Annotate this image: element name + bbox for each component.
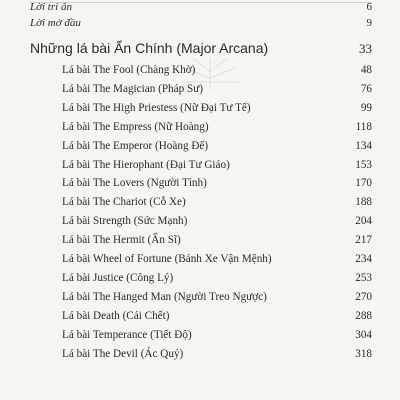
toc-entry-page: 48 <box>360 64 372 76</box>
toc-entry[interactable] <box>62 177 372 197</box>
toc-entry[interactable] <box>62 234 372 254</box>
toc-entry-page: 253 <box>355 271 372 284</box>
toc-entry-label: Lá bài The Empress (Nữ Hoàng) <box>62 120 209 133</box>
toc-entry-page: 188 <box>355 196 372 209</box>
toc-entry-label: Lá bài Temperance (Tiết Độ) <box>62 328 192 341</box>
toc-entry[interactable] <box>62 329 372 349</box>
toc-entry-label: Lá bài The High Priestess (Nữ Đại Tư Tế) <box>62 101 251 114</box>
toc-top-label: Lời mở đầu <box>30 17 81 29</box>
toc-entry-label: Lá bài The Chariot (Cỗ Xe) <box>62 196 186 209</box>
toc-entry-page: 170 <box>355 177 372 190</box>
toc-entry[interactable] <box>62 291 372 311</box>
toc-entry-page: 134 <box>355 139 372 152</box>
toc-entry-label: Lá bài The Fool (Chàng Khờ) <box>62 64 196 76</box>
toc-entry[interactable] <box>62 253 372 273</box>
toc-entry-label: Lá bài The Magician (Pháp Sư) <box>62 82 204 95</box>
toc-top-page: 9 <box>366 17 372 29</box>
toc-entry[interactable] <box>62 121 372 141</box>
toc-entry[interactable] <box>62 102 372 122</box>
toc-entry[interactable] <box>62 196 372 216</box>
toc-entry-page: 118 <box>355 120 372 133</box>
toc-entry-page: 318 <box>355 347 372 360</box>
toc-entry-label: Lá bài The Hierophant (Đại Tư Giáo) <box>62 158 230 171</box>
toc-section-label: Những lá bài Ẩn Chính (Major Arcana) <box>30 40 269 56</box>
toc-entry-label: Lá bài The Devil (Ác Quỷ) <box>62 347 184 360</box>
toc-entry-page: 76 <box>360 82 372 95</box>
toc-entry-label: Lá bài Strength (Sức Mạnh) <box>62 215 188 228</box>
toc-entry-page: 270 <box>355 290 372 303</box>
toc-entry[interactable] <box>62 272 372 292</box>
toc-entry-label: Lá bài The Emperor (Hoàng Đế) <box>62 139 209 152</box>
toc-entry-label: Lá bài The Hanged Man (Người Treo Ngược) <box>62 290 267 303</box>
toc-entry-label: Lá bài Death (Cái Chết) <box>62 309 170 322</box>
toc-top-label: Lời tri ân <box>30 1 72 13</box>
toc-section-major-arcana[interactable] <box>30 40 372 60</box>
toc-entry-label: Lá bài The Hermit (Ẩn Sĩ) <box>62 234 181 247</box>
toc-entry-label: Lá bài Justice (Công Lý) <box>62 271 174 284</box>
toc-section-page: 33 <box>359 41 372 56</box>
toc-entry-page: 288 <box>355 309 372 322</box>
toc-top-item[interactable] <box>30 1 372 17</box>
toc-entry-page: 153 <box>355 158 372 171</box>
toc-entry-label: Lá bài Wheel of Fortune (Bánh Xe Vận Mệnh) <box>62 253 272 265</box>
toc-entry[interactable] <box>62 348 372 368</box>
toc-entry-page: 217 <box>355 234 372 247</box>
toc-entry[interactable] <box>62 310 372 330</box>
toc-entry[interactable] <box>62 140 372 160</box>
toc-entry-label: Lá bài The Lovers (Người Tình) <box>62 177 207 190</box>
toc-entry-page: 304 <box>355 328 372 341</box>
toc-top-item[interactable] <box>30 17 372 33</box>
toc-entry[interactable] <box>62 215 372 235</box>
toc-entry[interactable] <box>62 64 372 84</box>
toc-entry[interactable] <box>62 159 372 179</box>
toc-entry-page: 234 <box>355 253 372 265</box>
toc-top-page: 6 <box>366 1 372 13</box>
toc-entry-page: 99 <box>360 101 372 114</box>
toc-entry[interactable] <box>62 83 372 103</box>
toc-entry-page: 204 <box>355 215 372 228</box>
